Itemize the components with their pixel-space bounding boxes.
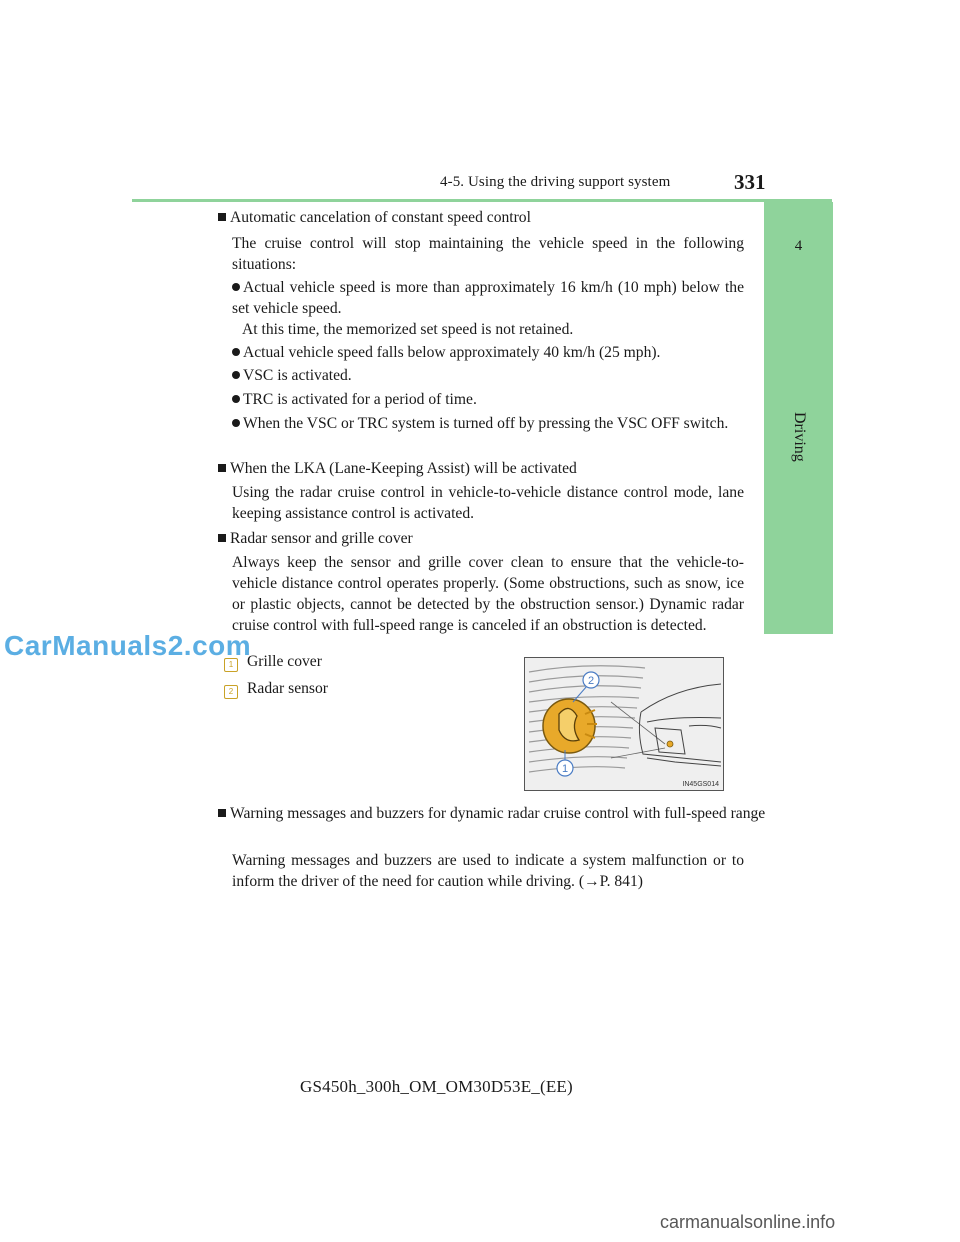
section-heading: Warning messages and buzzers for dynamic radar cruise control with full-speed range (218, 803, 765, 824)
paragraph: Always keep the sensor and grille cover clean to ensure that the vehicle-to-vehicle distance control operates properly. (Some obstructions, such as snow, ice or plastic objects, cannot be detected by the obstruction sensor.) Dynamic radar cruise control with full-speed range is canceled if an obstruction is detected. (232, 554, 744, 634)
header-rule (132, 199, 832, 202)
list-item: Actual vehicle speed falls below approximately 40 km/h (25 mph). (232, 342, 744, 363)
model-code: GS450h_300h_OM_OM30D53E_(EE) (300, 1077, 573, 1096)
grille-radar-illustration (524, 657, 724, 791)
bullet-dot-icon (232, 419, 240, 427)
list-item: TRC is activated for a period of time. (232, 389, 744, 410)
chapter-number: 4 (794, 238, 803, 254)
callout-radar-sensor: 2 Radar sensor (224, 680, 328, 698)
number-badge-icon: 1 (224, 658, 238, 672)
callout-grille-cover: 1 Grille cover (224, 653, 322, 671)
page-number: 331 (734, 170, 766, 194)
chapter-label: Driving (791, 412, 808, 462)
car-front-illustration (525, 658, 723, 790)
square-bullet-icon (218, 534, 226, 542)
number-badge-icon: 2 (224, 685, 238, 699)
section-title: 4-5. Using the driving support system (440, 174, 671, 190)
chapter-tab (764, 202, 833, 634)
bullet-dot-icon (232, 371, 240, 379)
section-heading: When the LKA (Lane-Keeping Assist) will be activated (218, 458, 577, 479)
list-item: Actual vehicle speed is more than approximately 16 km/h (10 mph) below the set vehicle speed. At this time, the memorized set speed is not retained. (232, 279, 744, 338)
paragraph: Using the radar cruise control in vehicle-to-vehicle distance control mode, lane keeping assistance control is activated. (232, 484, 744, 522)
figure-marker-1: 1 (561, 763, 569, 775)
section-heading: Radar sensor and grille cover (218, 528, 413, 549)
bullet-dot-icon (232, 395, 240, 403)
figure-code: IN45GS014 (682, 781, 719, 788)
square-bullet-icon (218, 809, 226, 817)
bullet-dot-icon (232, 348, 240, 356)
square-bullet-icon (218, 213, 226, 221)
paragraph: The cruise control will stop maintaining the vehicle speed in the following situations: (232, 235, 744, 273)
paragraph: Warning messages and buzzers are used to indicate a system malfunction or to inform the driver of the need for caution while driving. (→P. 841) (232, 852, 744, 890)
list-item: When the VSC or TRC system is turned off by pressing the VSC OFF switch. (232, 413, 744, 434)
figure-marker-2: 2 (587, 675, 595, 687)
list-item: VSC is activated. (232, 365, 744, 386)
site-watermark: carmanualsonline.info (660, 1212, 836, 1232)
watermark-logo: CarManuals2.com (4, 630, 252, 661)
section-heading: Automatic cancelation of constant speed control (218, 207, 531, 228)
square-bullet-icon (218, 464, 226, 472)
bullet-dot-icon (232, 283, 240, 291)
